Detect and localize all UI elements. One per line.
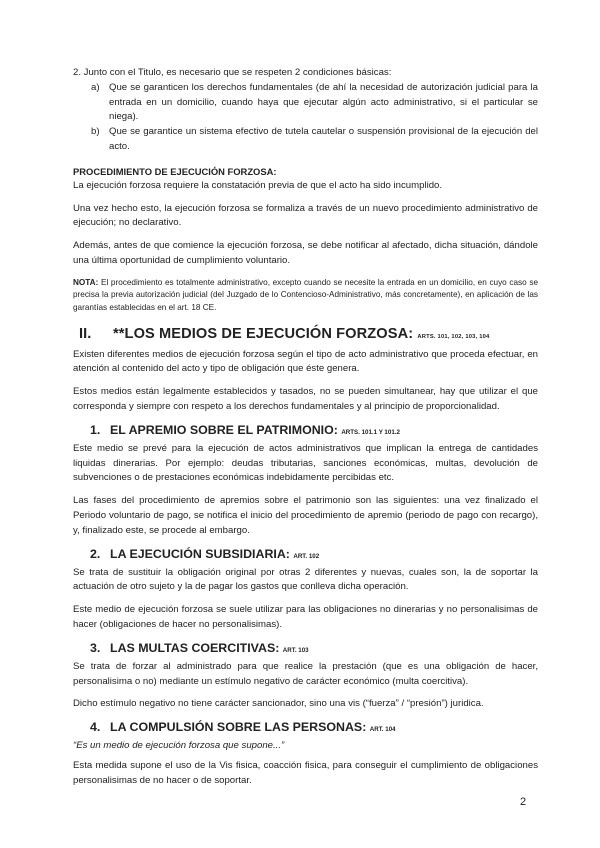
quote: “Es un medio de ejecución forzosa que supone...” [73,740,285,752]
nota-text: El procedimiento es totalmente administrativo, excepto cuando se necesite la entrada en un domicilio, en cuyo caso se precisa la previa autorización judicial (del Juzgado de lo Contencioso-Administrativo, más concretamente), en aplicación de las garantías establecidas en el art. 18 CE. [73,277,538,312]
section-heading [73,325,538,346]
section-arts: ARTS. 101, 102, 103, 104 [417,333,490,340]
paragraph: Existen diferentes medios de ejecución forzosa según el tipo de acto administrativo que proceda efectuar, en atención al contenido del acto y tipo de obligación que éste genera. [73,348,538,375]
paragraph: Se trata de forzar al administrado para que realice la prestación (que es una obligación de hacer, personalisima o no) mediante un estímulo negativo de carácter económico (multa coercitiva). [73,660,538,687]
paragraph: Una vez hecho esto, la ejecución forzosa se formaliza a través de un nuevo procedimiento administrativo de ejecución; no declarativo. [73,202,538,229]
list-marker: a) [91,81,100,93]
nota-block [73,277,538,315]
paragraph: Dicho estímulo negativo no tiene carácter sancionador, sino una vis (“fuerza” / “presión”) juridica. [73,698,484,710]
paragraph: Se trata de sustituir la obligación original por otras 2 diferentes y nuevas, cuales son, la de soportar la actuación de otro sujeto y la de pagar los gastos que conlleva dicha operación. [73,566,538,593]
page-number: 2 [520,796,527,808]
paragraph: Las fases del procedimiento de apremios sobre el patrimonio son las siguientes: una vez finalizado el Periodo voluntario de pago, se notifica el inicio del procedimiento de apremio (periodo de pago con recargo), y, finalizado este, se procede al embargo. [73,495,538,536]
list-marker: b) [91,126,100,138]
paragraph: Esta medida supone el uso de la Vis fisica, coacción fisica, para conseguir el cumplimiento de obligaciones personalisimas de no hacer o de soportar. [73,760,538,786]
section-title: **LOS MEDIOS DE EJECUCIÓN FORZOSA: [113,325,414,342]
paragraph: La ejecución forzosa requiere la constatación previa de que el acto ha sido incumplido. [73,179,443,191]
subsection-arts: ART. 104 [369,726,396,734]
subsection-title: LAS MULTAS COERCITIVAS: [110,640,280,655]
paragraph: Además, antes de que comience la ejecución forzosa, se debe notificar al afectado, dicha situación, dándole una última oportunidad de cumplimiento voluntario. [73,240,538,266]
conditions-list [73,81,538,155]
subsection-heading [90,546,538,565]
subsection-title: LA COMPULSIÓN SOBRE LAS PERSONAS: [110,720,367,735]
paragraph: Este medio se prevé para la ejecución de actos administrativos que implican la entrega de cantidades liquidas dinerarias. Por ejemplo: deudas tributarias, sanciones económicas, multas, devolución de subvenciones o de prestaciones económicas indebidamente percibidas etc. [73,442,538,484]
subsection-arts: ARTS. 101.1 Y 101.2 [341,428,400,436]
subsection-arts: ART. 103 [282,646,309,654]
paragraph: Estos medios están legalmente establecidos y tasados, no se pueden simultanear, hay que utilizar el que corresponda y siempre con respeto a los derechos fundamentales y al principio de proporcionalidad. [73,386,538,412]
section-number: II. [79,325,92,342]
procedimiento-heading: PROCEDIMIENTO DE EJECUCIÓN FORZOSA: [73,165,277,177]
intro-text: 2. Junto con el Titulo, es necesario que se respeten 2 condiciones básicas: [73,67,392,78]
document-page [73,66,538,789]
subsection-number: 2. [90,546,101,561]
subsection-title: LA EJECUCIÓN SUBSIDIARIA: [110,546,290,561]
paragraph: Este medio de ejecución forzosa se suele utilizar para las obligaciones no dinerarias y no personalisimas de hacer (obligaciones de hacer no personalisimas). [73,604,538,630]
list-item-text: Que se garantice un sistema efectivo de tutela cautelar o suspensión provisional de la ejecución del acto. [109,126,538,152]
subsection-arts: ART. 102 [293,552,320,560]
list-item [91,81,538,125]
subsection-number: 4. [90,720,101,735]
nota-label: NOTA: [73,277,99,287]
subsection-title: EL APREMIO SOBRE EL PATRIMONIO: [110,422,338,437]
list-item [91,125,538,155]
subsection-heading [90,719,538,738]
subsection-heading [90,640,538,659]
subsection-heading [90,422,538,441]
subsection-number: 1. [90,422,101,437]
list-item-text: Que se garanticen los derechos fundamentales (de ahí la necesidad de autorización judicial para la entrada en un domicilio, cuando haya que ejecutar algún acto administrativo, si el particular se niega). [109,81,538,123]
subsection-number: 3. [90,640,101,655]
